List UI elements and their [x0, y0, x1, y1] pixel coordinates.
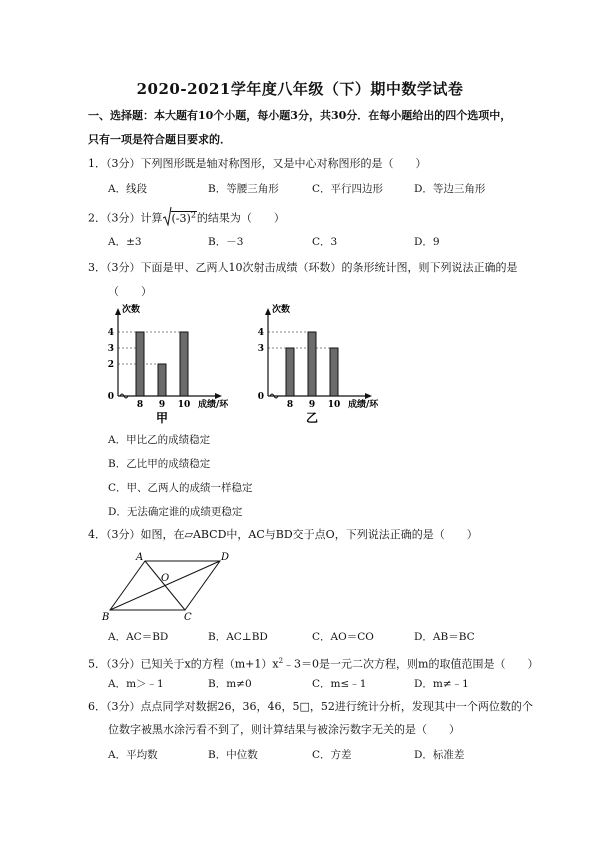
chart-title: 乙 — [305, 411, 319, 425]
chart-yi — [250, 298, 450, 428]
x-tick-label: 10 — [327, 400, 341, 410]
y-tick-label: 0 — [257, 392, 264, 402]
x-tick-label: 8 — [136, 400, 144, 410]
section-instruction-1: 一、选择题：本大题有10个小题，每小题3分，共30分．在每小题给出的四个选项中， — [88, 109, 512, 122]
q6-option-a[interactable]: A．平均数 — [108, 749, 158, 761]
x-tick-label: 9 — [158, 400, 166, 410]
q5-stem-part2: ﹣3＝0是一元二次方程，则m的取值范围是（ ） — [283, 657, 539, 671]
q2-option-c[interactable]: C．3 — [312, 236, 338, 248]
q2-option-b[interactable]: B．－3 — [208, 236, 244, 248]
bar — [286, 348, 294, 396]
y-tick-label: 0 — [107, 392, 114, 402]
question-5-stem — [88, 653, 538, 673]
question-3-stem: 3．（3分）下面是甲、乙两人10次射击成绩（环数）的条形统计图，则下列说法正确的是 — [88, 261, 518, 274]
center-label-o: O — [161, 573, 170, 584]
q3-option-c[interactable]: C．甲、乙两人的成绩一样稳定 — [108, 482, 253, 494]
y-axis-arrow-icon — [115, 308, 121, 315]
diagonal-bd — [110, 561, 220, 610]
question-6-stem: 6．（3分）点点同学对数据26，36，46，5□，52进行统计分析，发现其中一个两位数的个 — [88, 700, 533, 713]
x-axis-arrow-icon — [215, 393, 222, 399]
q4-option-d[interactable]: D．AB＝BC — [414, 631, 475, 643]
q1-option-c[interactable]: C．平行四边形 — [312, 183, 384, 195]
q2-exponent: 2 — [190, 210, 196, 219]
question-6-stem-2: 位数字被黑水涂污看不到了，则计算结果与被涂污数字无关的是（ ） — [108, 723, 460, 736]
parallelogram-figure — [100, 548, 230, 628]
q1-option-b[interactable]: B．等腰三角形 — [208, 183, 279, 195]
y-tick-label: 4 — [107, 328, 114, 338]
q5-option-c[interactable]: C．m≤﹣1 — [312, 678, 367, 690]
bar — [158, 364, 166, 396]
q1-option-a[interactable]: A．线段 — [108, 183, 148, 195]
q6-option-d[interactable]: D．标准差 — [414, 749, 465, 761]
q6-option-c[interactable]: C．方差 — [312, 749, 352, 761]
q2-option-d[interactable]: D．9 — [414, 236, 440, 248]
q2-radicand — [171, 211, 197, 225]
bar — [180, 332, 188, 396]
y-axis-label: 次数 — [272, 305, 291, 315]
y-axis-arrow-icon — [265, 308, 271, 315]
q1-option-d[interactable]: D．等边三角形 — [414, 183, 486, 195]
x-tick-label: 8 — [286, 400, 294, 410]
q5-stem-sup: 2 — [278, 657, 284, 665]
q5-option-d[interactable]: D．m≠﹣1 — [414, 678, 469, 690]
vertex-label-d: D — [221, 552, 230, 563]
y-tick-label: 4 — [257, 328, 264, 338]
question-2-stem — [88, 207, 285, 227]
x-tick-label: 9 — [308, 400, 316, 410]
q5-option-a[interactable]: A．m＞﹣1 — [108, 678, 164, 690]
q2-stem-suffix: 的结果为（ ） — [196, 211, 285, 225]
q4-option-b[interactable]: B．AC⊥BD — [208, 631, 268, 643]
q3-option-b[interactable]: B．乙比甲的成绩稳定 — [108, 458, 211, 470]
bar — [136, 332, 144, 396]
q3-option-d[interactable]: D．无法确定谁的成绩更稳定 — [108, 506, 243, 518]
vertex-label-b: B — [102, 612, 110, 623]
x-axis-arrow-icon — [365, 393, 372, 399]
x-axis-label: 成绩/环 — [348, 400, 379, 410]
q5-stem-part1: 5．（3分）已知关于x的方程（m+1）x — [88, 657, 279, 671]
y-tick-label: 3 — [107, 344, 114, 354]
y-tick-label: 3 — [257, 344, 264, 354]
q3-option-a[interactable]: A．甲比乙的成绩稳定 — [108, 434, 211, 446]
bar — [308, 332, 316, 396]
question-3-stem-2: （ ） — [108, 285, 152, 298]
section-instruction-2: 只有一项是符合题目要求的． — [88, 133, 231, 146]
question-4-stem: 4．（3分）如图，在▱ABCD中，AC与BD交于点O，下列说法正确的是（ ） — [88, 528, 478, 541]
vertex-label-a: A — [136, 552, 144, 563]
x-tick-label: 10 — [177, 400, 191, 410]
bar — [330, 348, 338, 396]
q4-option-c[interactable]: C．AO＝CO — [312, 631, 374, 643]
q5-option-b[interactable]: B．m≠0 — [208, 678, 252, 690]
vertex-label-c: C — [184, 612, 192, 623]
y-axis-label: 次数 — [122, 305, 141, 315]
sqrt-symbol — [163, 209, 171, 225]
sqrt-sign-icon — [163, 207, 172, 226]
y-tick-label: 2 — [107, 360, 114, 370]
q2-radicand-text: (-3) — [171, 211, 191, 225]
exam-title: 2020-2021学年度八年级（下）期中数学试卷 — [136, 80, 464, 98]
q6-option-b[interactable]: B．中位数 — [208, 749, 258, 761]
question-1-stem: 1．（3分）下列图形既是轴对称图形，又是中心对称图形的是（ ） — [88, 157, 427, 170]
q4-option-a[interactable]: A．AC＝BD — [108, 631, 169, 643]
q2-option-a[interactable]: A．±3 — [108, 236, 142, 248]
chart-title: 甲 — [155, 411, 169, 425]
q2-stem-prefix: 2．（3分）计算 — [88, 211, 163, 225]
x-axis-label: 成绩/环 — [198, 400, 229, 410]
